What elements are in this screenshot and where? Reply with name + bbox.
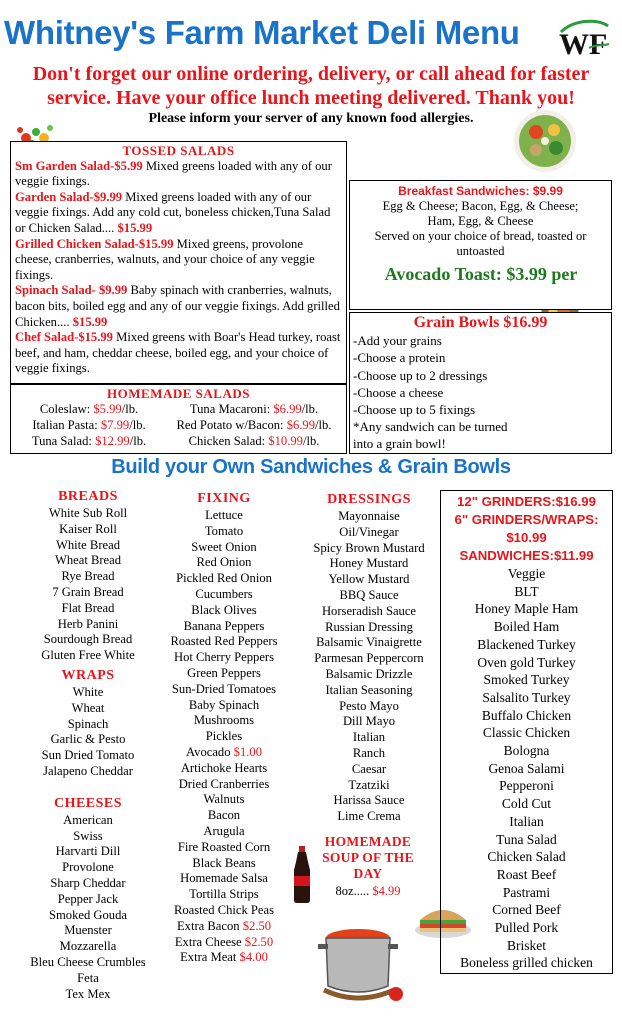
sandwich-item: Italian [509, 813, 544, 829]
grain-bowl-step: -Add your grains [353, 333, 442, 349]
salad-item: Garden Salad-$9.99 Mixed greens loaded with any of our veggie fixings. Add any cold cut, boneless chicken,Tuna Salad or Chicken Salad.... $15.99 [15, 189, 331, 235]
fixing-item: Cucumbers [195, 586, 253, 601]
bread-item: Gluten Free White [41, 648, 135, 663]
sandwich-item: Pepperoni [499, 778, 554, 794]
extra-item: Extra Meat $4.00 [180, 950, 268, 965]
salad-bowl-icon [512, 108, 578, 174]
sandwich-item: Buffalo Chicken [481, 707, 572, 723]
grain-bowls-title: Grain Bowls $16.99 [413, 314, 548, 331]
grain-bowl-step: into a grain bowl! [353, 436, 446, 452]
fixing-item: Homemade Salsa [180, 871, 268, 886]
bread-item: Herb Panini [57, 616, 119, 631]
wrap-item: Garlic & Pesto [50, 732, 126, 747]
bread-item: 7 Grain Bread [52, 584, 124, 599]
sandwich-item: Oven gold Turkey [477, 654, 576, 670]
breakfast-line: untoasted [456, 244, 505, 258]
fixing-item: Lettuce [205, 508, 243, 522]
tossed-salads-title: TOSSED SALADS [122, 143, 235, 158]
dressing-item: BBQ Sauce [339, 587, 399, 602]
homemade-salad-item: Tuna Macaroni: $6.99/lb. [189, 402, 319, 416]
wf-logo [553, 18, 611, 60]
sandwich-item: Roast Beef [496, 866, 557, 882]
bread-item: White Sub Roll [48, 506, 128, 520]
dressing-item: Italian Seasoning [325, 682, 413, 697]
cheese-item: Bleu Cheese Crumbles [30, 954, 146, 969]
soup-title: DAY [353, 866, 383, 881]
dressing-item: Dill Mayo [342, 714, 396, 729]
fixing-column [158, 489, 290, 966]
grinders-12-price: 12" GRINDERS:$16.99 [457, 494, 596, 509]
breakfast-box [349, 180, 612, 310]
grinders-box [440, 490, 613, 974]
dressing-item: Ranch [352, 745, 386, 760]
sandwich-item: Classic Chicken [482, 725, 571, 741]
cheese-item: Muenster [64, 923, 112, 938]
fixing-item: Banana Peppers [183, 618, 265, 633]
salad-item: Spinach Salad- $9.99 Baby spinach with cranberries, walnuts, bacon bits, boiled egg and any of our veggie fixings. Add grilled Chicken.... $15.99 [15, 283, 340, 329]
wrap-item: Wheat [71, 700, 105, 715]
cheese-item: Harvarti Dill [55, 844, 121, 859]
wrap-item: White [72, 684, 104, 699]
homemade-salad-item: Coleslaw: $5.99/lb. [39, 402, 139, 416]
cheese-item: Feta [77, 970, 99, 985]
bread-item: Flat Bread [61, 600, 115, 615]
sandwich-item: Boiled Ham [493, 619, 560, 635]
sandwich-item: BLT [514, 583, 539, 599]
dressing-item: Mayonnaise [338, 509, 400, 523]
ordering-notice: Don't forget our online ordering, delivery, or call ahead for faster service. Have your office lunch meeting delivered. Thank you! [32, 63, 590, 109]
dressing-item: Lime Crema [337, 809, 401, 824]
dressing-item: Tzatziki [348, 777, 390, 792]
salad-item: Chef Salad-$15.99 Mixed greens with Boar's Head turkey, roast beef, and ham, cheddar cheese, boiled egg, and your choice of veggie fixings. [15, 330, 341, 376]
fixing-item: Roasted Red Peppers [170, 634, 278, 649]
soup-price: 8oz..... $4.99 [335, 884, 401, 898]
homemade-salads-title: HOMEMADE SALADS [107, 386, 250, 401]
dressing-item: Oil/Vinegar [339, 524, 399, 539]
soup-title: SOUP OF THE [322, 850, 414, 865]
dressing-item: Balsamic Drizzle [325, 666, 413, 681]
soda-bottle-icon [290, 846, 314, 904]
sandwich-item: Pulled Pork [494, 920, 559, 936]
dressing-item: Pesto Mayo [339, 698, 399, 713]
fixing-item: Sweet Onion [191, 539, 257, 554]
bread-item: Rye Bread [61, 569, 115, 584]
breakfast-title: Breakfast Sandwiches: $9.99 [398, 184, 563, 198]
sandwich-item: Cold Cut [501, 796, 552, 812]
grain-bowl-step: *Any sandwich can be turned [353, 419, 508, 435]
wraps-title: WRAPS [61, 667, 115, 683]
sandwich-item: Genoa Salami [488, 760, 565, 776]
fixing-item: Bacon [207, 808, 241, 823]
dressing-item: Russian Dressing [325, 619, 413, 634]
sandwich-item: Salsalito Turkey [482, 689, 571, 705]
salad-item: Sm Garden Salad-$5.99 Mixed greens loaded with any of our veggie fixings. [15, 158, 332, 189]
breads-title: BREADS [58, 489, 118, 504]
fixing-item: Hot Cherry Peppers [173, 650, 275, 665]
sandwich-item: Corned Beef [492, 902, 561, 918]
homemade-salad-item: Tuna Salad: $12.99/lb. [31, 434, 147, 448]
fixing-item: Black Beans [192, 855, 256, 870]
dressing-item: Spicy Brown Mustard [313, 540, 425, 555]
grinders-6-price: 6" GRINDERS/WRAPS: [454, 512, 599, 527]
sandwich-item: Pastrami [502, 884, 551, 900]
fixing-item: Dried Cranberries [178, 776, 270, 791]
sandwich-item: Smoked Turkey [483, 672, 570, 688]
grain-bowl-step: -Choose up to 5 fixings [353, 402, 476, 418]
fixing-item: Pickled Red Onion [176, 571, 272, 586]
fixing-title: FIXING [197, 491, 251, 506]
breakfast-line: Egg & Cheese; Bacon, Egg, & Cheese; [382, 199, 579, 213]
sandwich-item: Tuna Salad [496, 831, 557, 847]
cheese-item: Smoked Gouda [48, 907, 127, 922]
soup-pot-icon [318, 924, 404, 1006]
grain-bowl-step: -Choose a protein [353, 350, 446, 366]
dressing-item: Parmesan Peppercorn [314, 651, 424, 666]
sandwich-item: Blackened Turkey [477, 636, 576, 652]
cheese-item: American [63, 812, 113, 827]
cheese-item: Pepper Jack [57, 891, 119, 906]
wrap-item: Sun Dried Tomato [41, 748, 135, 763]
sandwich-item: Boneless grilled chicken [460, 955, 593, 971]
soup-of-the-day [304, 834, 432, 899]
sandwich-item: Brisket [507, 937, 546, 953]
sandwich-item: Veggie [507, 566, 546, 581]
dressing-item: Horseradish Sauce [321, 603, 417, 618]
cheese-item: Tex Mex [65, 986, 111, 1001]
fixing-item: Roasted Chick Peas [173, 902, 275, 917]
fixing-item: Walnuts [203, 792, 245, 807]
fixing-item: Black Olives [191, 602, 257, 617]
dressing-item: Caesar [351, 761, 387, 776]
extra-item: Extra Cheese $2.50 [174, 934, 274, 949]
dressings-column [302, 490, 436, 825]
salad-item: Grilled Chicken Salad-$15.99 Mixed greens, provolone cheese, cranberries, walnuts, and your choice of any veggie fixings. [15, 236, 315, 282]
homemade-salad-item: Italian Pasta: $7.99/lb. [32, 418, 146, 432]
bread-item: White Bread [56, 537, 120, 552]
cheese-item: Swiss [73, 828, 103, 843]
tossed-salads-box [10, 141, 347, 384]
breakfast-line: Served on your choice of bread, toasted or [374, 229, 587, 243]
dressing-item: Italian [352, 730, 386, 745]
fixing-item: Artichoke Hearts [180, 760, 268, 775]
fixing-item: Pickles [205, 729, 243, 744]
avocado-toast: Avocado Toast: $3.99 per [384, 264, 578, 284]
homemade-salad-item: Red Potato w/Bacon: $6.99/lb. [176, 418, 332, 432]
svg-text:WF: WF [559, 28, 608, 60]
homemade-salad-item: Chicken Salad: $10.99/lb. [188, 434, 320, 448]
dressing-item: Honey Mustard [329, 556, 409, 571]
fixing-item: Tomato [204, 523, 244, 538]
homemade-salads-box [10, 384, 347, 454]
build-your-own-title: Build your Own Sandwiches & Grain Bowls [111, 456, 511, 478]
bread-item: Kaiser Roll [59, 521, 117, 536]
sandwich-item: Bologna [503, 743, 550, 759]
breakfast-line: Ham, Egg, & Cheese [427, 214, 534, 228]
cheeses-title: CHEESES [53, 795, 123, 811]
extra-item: Extra Bacon $2.50 [176, 918, 272, 933]
bread-item: Sourdough Bread [43, 632, 133, 647]
dressings-title: DRESSINGS [327, 492, 411, 507]
sandwich-item: Chicken Salad [487, 849, 566, 865]
fixing-item: Fire Roasted Corn [177, 839, 271, 854]
fixing-item: Red Onion [196, 555, 252, 570]
fixing-item: Sun-Dried Tomatoes [171, 681, 277, 696]
soup-title: HOMEMADE [324, 834, 412, 849]
fixing-item: Mushrooms [193, 713, 255, 728]
grinders-6-price-value: $10.99 [506, 530, 547, 545]
page-title: Whitney's Farm Market Deli Menu [4, 14, 520, 51]
grain-bowls-box [349, 312, 612, 454]
sandwiches-price: SANDWICHES:$11.99 [459, 548, 594, 563]
dressing-item: Harissa Sauce [333, 793, 405, 808]
fixing-item: Green Peppers [187, 665, 261, 680]
sandwich-item: Honey Maple Ham [474, 601, 579, 617]
fixing-item: Tortilla Strips [189, 887, 259, 902]
dressing-item: Yellow Mustard [328, 572, 410, 587]
cheese-item: Provolone [62, 860, 114, 875]
wrap-item: Jalapeno Cheddar [43, 763, 133, 778]
dressing-item: Balsamic Vinaigrette [316, 635, 422, 650]
cheese-item: Sharp Cheddar [50, 875, 126, 890]
fixing-item: Baby Spinach [188, 697, 260, 712]
allergy-notice: Please inform your server of any known food allergies. [148, 111, 474, 126]
fixing-item: Arugula [203, 823, 245, 838]
grain-bowl-step: -Choose up to 2 dressings [353, 367, 488, 383]
breads-column [20, 487, 156, 1002]
fixing-item-priced: Avocado $1.00 [185, 744, 263, 759]
bread-item: Wheat Bread [54, 553, 122, 568]
grain-bowl-step: -Choose a cheese [353, 384, 444, 400]
cheese-item: Mozzarella [59, 939, 117, 954]
wrap-item: Spinach [67, 716, 109, 731]
